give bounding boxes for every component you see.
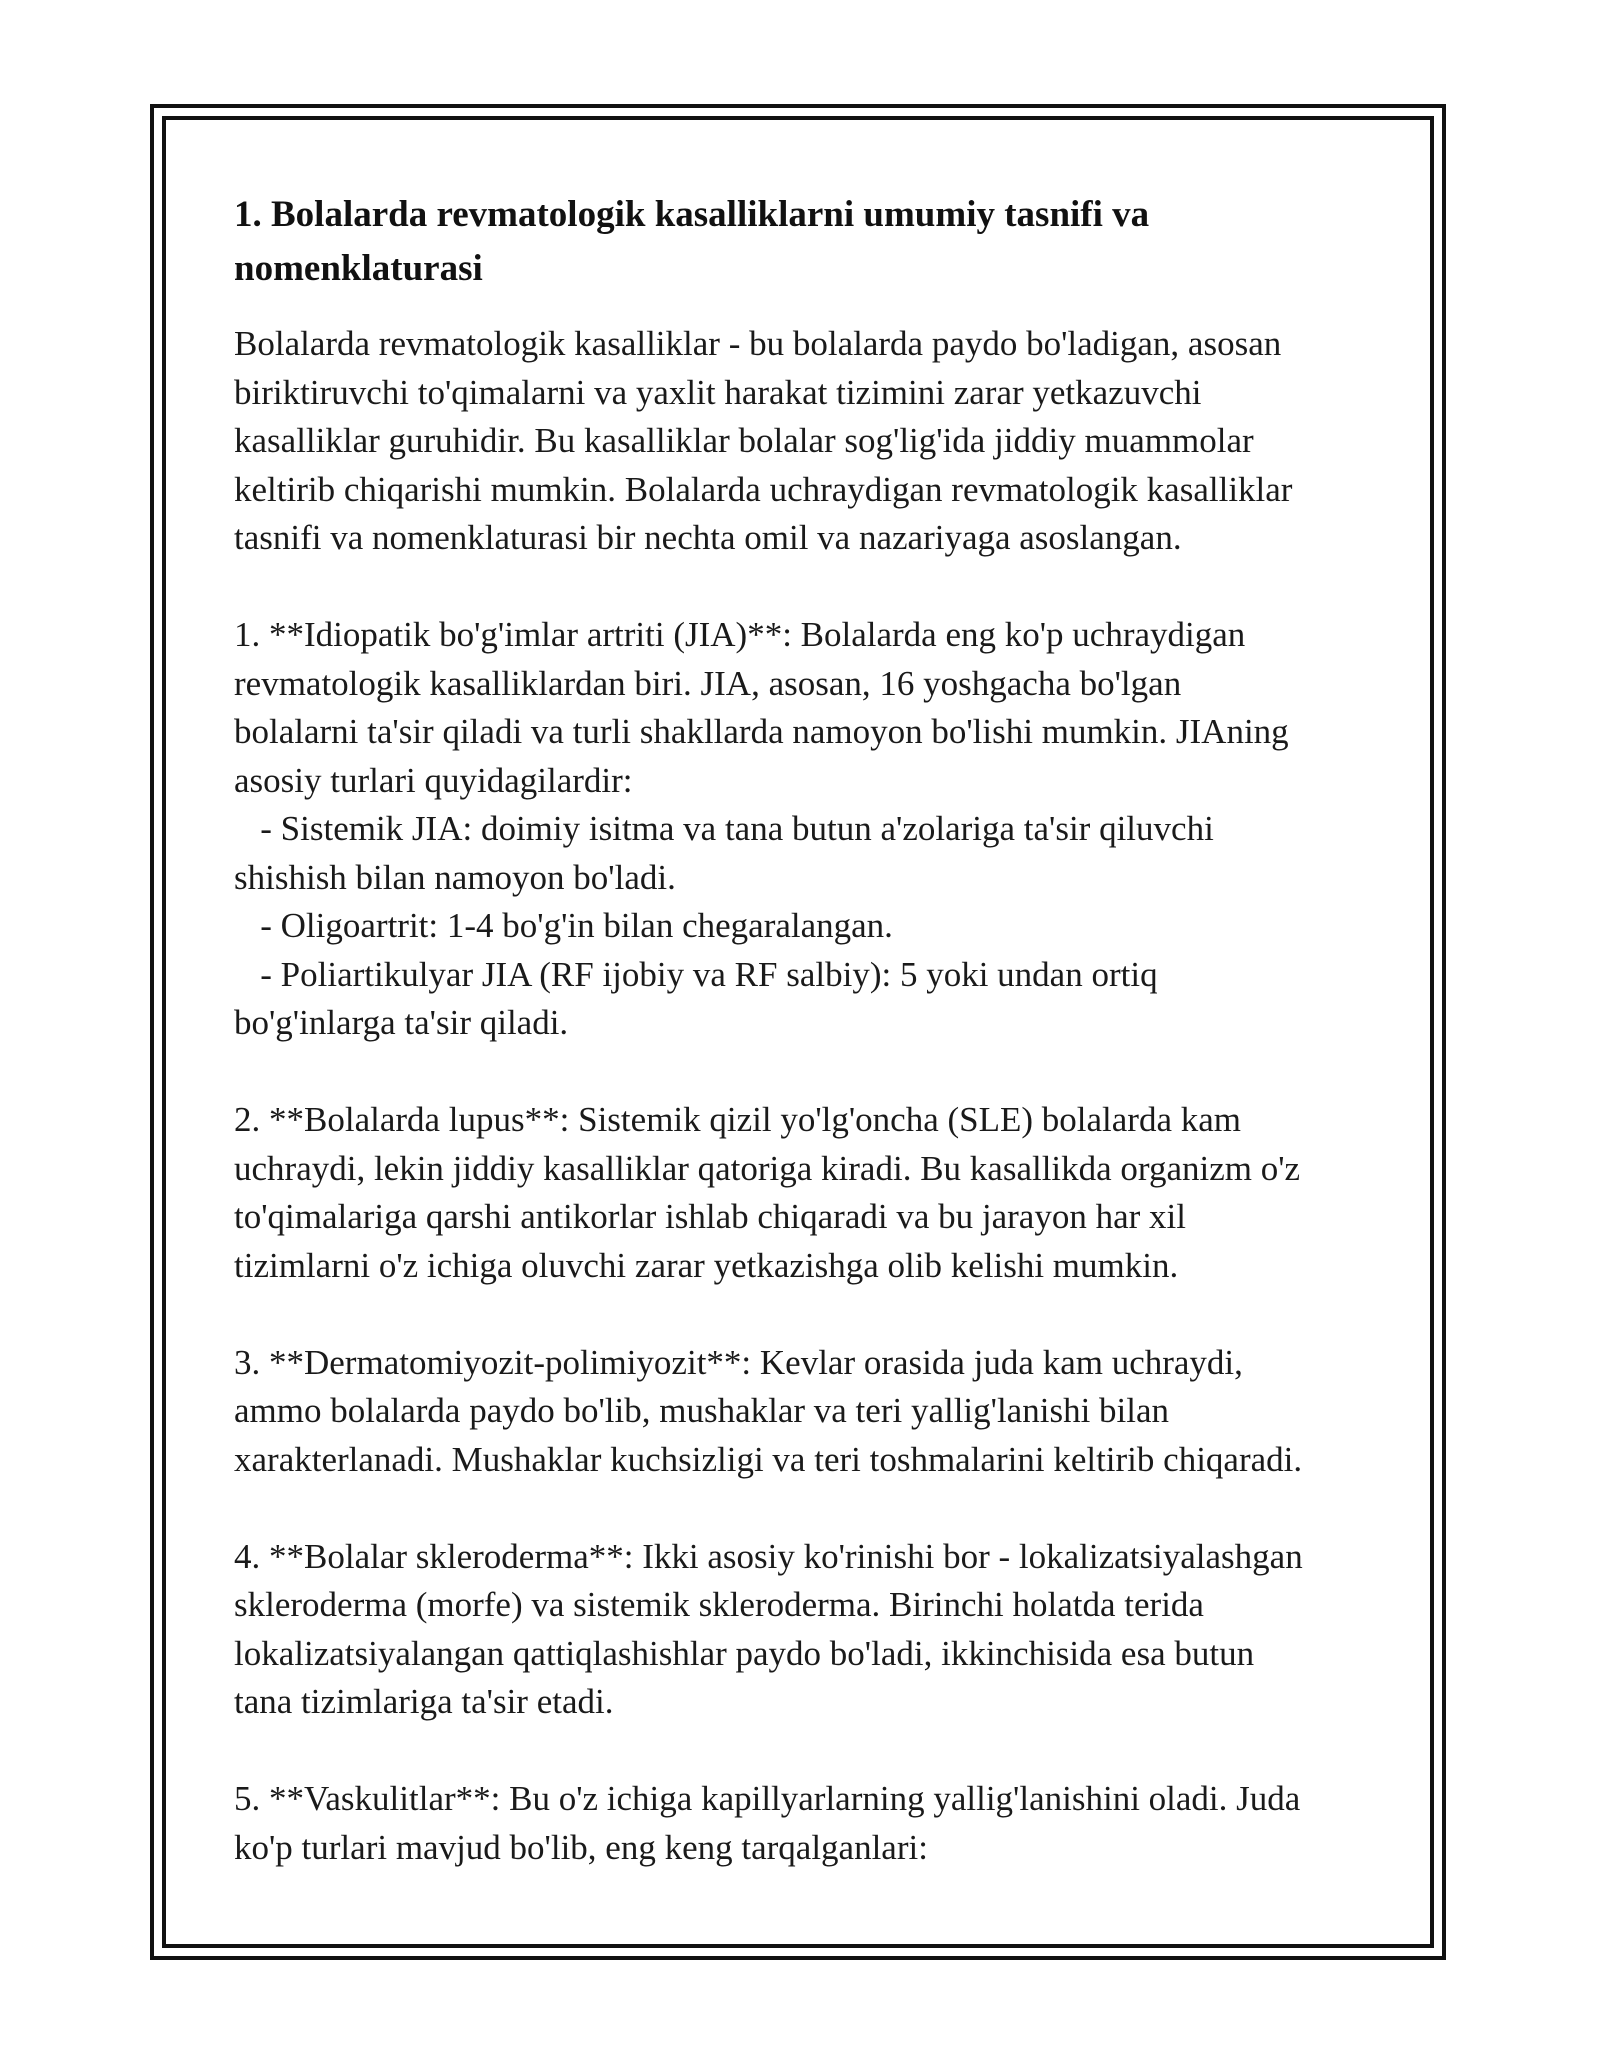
- list-item-lupus: [234, 1096, 1384, 1290]
- text-line: asosiy turlari quyidagilardir:: [234, 760, 633, 800]
- text-line: tizimlarni o'z ichiga oluvchi zarar yetkazishga olib kelishi mumkin.: [234, 1245, 1179, 1285]
- text-line: skleroderma (morfe) va sistemik skleroderma. Birinchi holatda terida: [234, 1585, 1204, 1624]
- text-line: lokalizatsiyalangan qattiqlashishlar paydo bo'ladi, ikkinchisida esa butun: [234, 1633, 1255, 1673]
- sub-item-line: - Oligoartrit: 1-4 bo'g'in bilan chegaralangan.: [234, 906, 893, 945]
- paragraph-spacer: [234, 1290, 1384, 1339]
- paragraph-spacer: [234, 1727, 1384, 1776]
- text-line: kasalliklar guruhidir. Bu kasalliklar bolalar sog'lig'ida jiddiy muammolar: [234, 421, 1254, 460]
- paragraph-spacer: [234, 563, 1384, 612]
- intro-paragraph: [234, 320, 1384, 563]
- text-line: ammo bolalarda paydo bo'lib, mushaklar va teri yallig'lanishi bilan: [234, 1391, 1170, 1430]
- text-line: 3. **Dermatomiyozit-polimiyozit**: Kevlar orasida juda kam uchraydi,: [234, 1342, 1243, 1382]
- text-line: 5. **Vaskulitlar**: Bu o'z ichiga kapillyarlarning yallig'lanishini oladi. Juda: [234, 1779, 1301, 1818]
- list-item-vasculitis: [234, 1775, 1384, 1872]
- text-line: 2. **Bolalarda lupus**: Sistemik qizil yo'lg'oncha (SLE) bolalarda kam: [234, 1100, 1242, 1139]
- text-line: revmatologik kasalliklardan biri. JIA, asosan, 16 yoshgacha bo'lgan: [234, 663, 1182, 703]
- paragraph-spacer: [234, 1484, 1384, 1533]
- text-line: biriktiruvchi to'qimalarni va yaxlit harakat tizimini zarar yetkazuvchi: [234, 372, 1202, 412]
- text-line: tasnifi va nomenklaturasi bir nechta omil va nazariyaga asoslangan.: [234, 518, 1182, 557]
- text-line: 1. **Idiopatik bo'g'imlar artriti (JIA)**: Bolalarda eng ko'p uchraydigan: [234, 615, 1246, 654]
- list-item-scleroderma: [234, 1533, 1384, 1727]
- title-line: 1. Bolalarda revmatologik kasalliklarni umumiy tasnifi va: [234, 194, 1150, 235]
- document-title: [234, 188, 1384, 296]
- list-item-jia: [234, 611, 1384, 1048]
- sub-item-line: - Poliartikulyar JIA (RF ijobiy va RF salbiy): 5 yoki undan ortiq: [234, 954, 1158, 994]
- list-item-dermatomyositis: [234, 1339, 1384, 1485]
- text-line: bo'g'inlarga ta'sir qiladi.: [234, 1003, 569, 1042]
- text-line: to'qimalariga qarshi antikorlar ishlab chiqaradi va bu jarayon har xil: [234, 1197, 1186, 1236]
- paragraph-spacer: [234, 1048, 1384, 1097]
- text-line: shishish bilan namoyon bo'ladi.: [234, 857, 676, 897]
- text-line: keltirib chiqarishi mumkin. Bolalarda uchraydigan revmatologik kasalliklar: [234, 469, 1293, 509]
- text-line: bolalarni ta'sir qiladi va turli shakllarda namoyon bo'lishi mumkin. JIAning: [234, 712, 1289, 751]
- title-line: nomenklaturasi: [234, 248, 483, 289]
- text-line: ko'p turlari mavjud bo'lib, eng keng tarqalganlari:: [234, 1827, 928, 1867]
- document-body: [234, 188, 1384, 1872]
- text-line: Bolalarda revmatologik kasalliklar - bu bolalarda paydo bo'ladigan, asosan: [234, 324, 1282, 363]
- text-line: tana tizimlariga ta'sir etadi.: [234, 1682, 614, 1721]
- text-line: 4. **Bolalar skleroderma**: Ikki asosiy ko'rinishi bor - lokalizatsiyalashgan: [234, 1536, 1303, 1576]
- text-line: xarakterlanadi. Mushaklar kuchsizligi va teri toshmalarini keltirib chiqaradi.: [234, 1439, 1303, 1479]
- paragraph-list: [234, 320, 1384, 1872]
- sub-item-line: - Sistemik JIA: doimiy isitma va tana butun a'zolariga ta'sir qiluvchi: [234, 809, 1214, 848]
- text-line: uchraydi, lekin jiddiy kasalliklar qatoriga kiradi. Bu kasallikda organizm o'z: [234, 1148, 1301, 1188]
